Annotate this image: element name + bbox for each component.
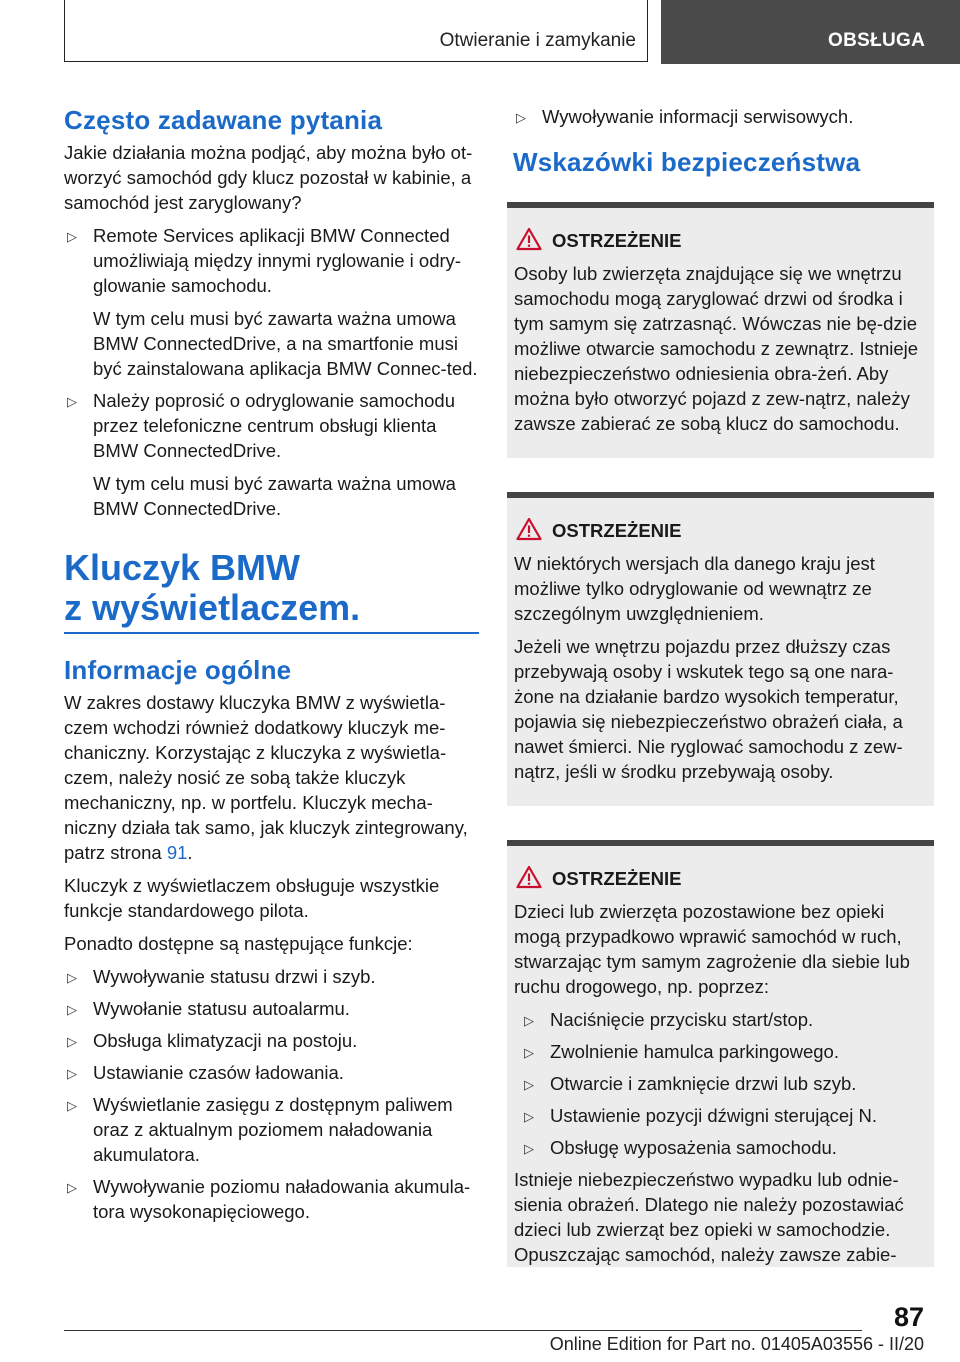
function-item <box>64 1060 479 1085</box>
function-item-text: Ustawianie czasów ładowania. <box>93 1062 344 1083</box>
page-reference-link[interactable]: 91 <box>166 842 188 863</box>
warning-triangle-icon <box>516 227 542 251</box>
general-info-paragraph <box>64 690 479 865</box>
warning-text: Osoby lub zwierzęta znajdujące się we wnętrzu samochodu mogą zaryglować drzwi od środka i tym samym się zatrzasnąć. Wówczas nie bę-dzie możliwe otwarcie samochodu z zewnątrz. Istnieje niebezpieczeństwo odniesienia obra-żeń. Aby można było otworzyć pojazd z zew-nątrz, należy zawsze zabierać ze sobą klucz do samochodu. <box>514 263 919 434</box>
key-functions-intro: Ponadto dostępne są następujące funkcje: <box>64 933 413 954</box>
triangle-bullet-icon: ▷ <box>67 1098 77 1113</box>
warning-list-item-text: Naciśnięcie przycisku start/stop. <box>550 1009 814 1030</box>
triangle-bullet-icon: ▷ <box>524 1141 534 1156</box>
chapter-title-line-2: z wyświetlaczem. <box>64 587 361 628</box>
warning-label: OSTRZEŻENIE <box>552 230 682 251</box>
warning-header <box>514 518 927 544</box>
warning-list <box>521 1007 927 1160</box>
key-functions-paragraph: Kluczyk z wyświetlaczem obsługuje wszystkie funkcje standardowego pilota. <box>64 875 440 921</box>
right-column <box>513 104 928 1267</box>
warning-list-item-text: Ustawienie pozycji dźwigni sterującej N. <box>550 1105 877 1126</box>
faq-item <box>64 388 479 521</box>
warning-list-item-text: Otwarcie i zamknięcie drzwi lub szyb. <box>550 1073 857 1094</box>
faq-item-note: W tym celu musi być zawarta ważna umowa BMW ConnectedDrive, a na smartfonie musi być zainstalowana aplikacja BMW Connec-ted. <box>93 308 478 379</box>
warning-box <box>507 840 934 1267</box>
general-info-text: W zakres dostawy kluczyka BMW z wyświetla-czem wchodzi również dodatkowy kluczyk me-chaniczny. Korzystając z kluczyka z wyświetla-czem, należy nosić ze sobą także kluczyk mechaniczny, np. w portfelu. Kluczyk mecha-niczny działa tak samo, jak kluczyk zintegrowany, patrz strona <box>64 692 468 863</box>
function-item <box>64 1092 479 1167</box>
general-info-heading: Informacje ogólne <box>64 655 292 685</box>
function-item-text: Obsługa klimatyzacji na postoju. <box>93 1030 358 1051</box>
triangle-bullet-icon: ▷ <box>524 1077 534 1092</box>
triangle-bullet-icon: ▷ <box>524 1045 534 1060</box>
warning-list-item-text: Obsługę wyposażenia samochodu. <box>550 1137 837 1158</box>
faq-item-note: W tym celu musi być zawarta ważna umowa BMW ConnectedDrive. <box>93 473 456 519</box>
warning-header <box>514 866 927 892</box>
page-number: 87 <box>893 1302 924 1332</box>
warning-text: Jeżeli we wnętrzu pojazdu przez dłuższy czas przebywają osoby i wskutek tego są one nara-żone na działanie bardzo wysokich temperatur, pojawia się niebezpieczeństwo obrażeń ciała, a nawet śmierci. Nie ryglować samochodu z zew-nątrz, jeśli w środku przebywają osoby. <box>514 636 903 782</box>
chapter-tab <box>661 0 960 64</box>
triangle-bullet-icon: ▷ <box>67 970 77 985</box>
warning-list-item <box>521 1039 927 1064</box>
function-item-text: Wyświetlanie zasięgu z dostępnym paliwem oraz z aktualnym poziomem naładowania akumulatora. <box>93 1094 453 1165</box>
warning-text: Istnieje niebezpieczeństwo wypadku lub odnie-sienia obrażeń. Dlatego nie należy pozostawiać dzieci lub zwierząt bez opieki w samochodzie. Opuszczając samochód, należy zawsze zabie- <box>514 1169 904 1265</box>
function-item-text: Wywoływanie statusu drzwi i szyb. <box>93 966 376 987</box>
triangle-bullet-icon: ▷ <box>516 110 526 125</box>
faq-item <box>64 223 479 381</box>
safety-heading: Wskazówki bezpieczeństwa <box>513 147 861 177</box>
warning-text: W niektórych wersjach dla danego kraju jest możliwe tylko odryglowanie od wewnątrz ze szczególnym uwzględnieniem. <box>514 553 875 624</box>
faq-list <box>64 223 479 521</box>
warning-label: OSTRZEŻENIE <box>552 520 682 541</box>
triangle-bullet-icon: ▷ <box>67 1002 77 1017</box>
function-item-text: Wywoływanie informacji serwisowych. <box>542 106 854 127</box>
triangle-bullet-icon: ▷ <box>67 1034 77 1049</box>
function-item-text: Wywoływanie poziomu naładowania akumula-tora wysokonapięciowego. <box>93 1176 471 1222</box>
chapter-title-rule <box>64 632 479 634</box>
triangle-bullet-icon: ▷ <box>67 229 77 244</box>
warning-box <box>507 492 934 806</box>
warning-triangle-icon <box>516 517 542 541</box>
warning-box <box>507 202 934 458</box>
chapter-tab-label: OBSŁUGA <box>828 30 926 51</box>
warning-list-item <box>521 1103 927 1128</box>
warning-text: Dzieci lub zwierzęta pozostawione bez opieki mogą przypadkowo wprawić samochód w ruch, stwarzając tym samym zagrożenie dla siebie lub ruchu drogowego, np. poprzez: <box>514 901 910 997</box>
footer-edition: Online Edition for Part no. 01405A03556 - II/20 <box>549 1334 924 1354</box>
warning-triangle-icon <box>516 865 542 889</box>
footer-rule <box>64 1330 862 1331</box>
chapter-title-line-1: Kluczyk BMW <box>64 547 301 588</box>
function-list-continued <box>513 104 928 129</box>
function-item <box>64 996 479 1021</box>
warning-header <box>514 228 927 254</box>
warning-list-item-text: Zwolnienie hamulca parkingowego. <box>550 1041 839 1062</box>
function-item <box>64 1028 479 1053</box>
warning-list-item <box>521 1007 927 1032</box>
function-item <box>64 964 479 989</box>
faq-item-text: Należy poprosić o odryglowanie samochodu przez telefoniczne centrum obsługi klienta BMW ConnectedDrive. <box>93 390 455 461</box>
faq-heading: Często zadawane pytania <box>64 105 383 135</box>
triangle-bullet-icon: ▷ <box>524 1109 534 1124</box>
function-item <box>64 1174 479 1224</box>
triangle-bullet-icon: ▷ <box>524 1013 534 1028</box>
faq-item-text: Remote Services aplikacji BMW Connected umożliwiają między innymi ryglowanie i odry-glowanie samochodu. <box>93 225 462 296</box>
section-title: Otwieranie i zamykanie <box>439 30 636 51</box>
triangle-bullet-icon: ▷ <box>67 394 77 409</box>
left-column <box>64 104 479 1231</box>
general-info-text-end: . <box>187 842 193 863</box>
triangle-bullet-icon: ▷ <box>67 1180 77 1195</box>
faq-question: Jakie działania można podjąć, aby można było ot-worzyć samochód gdy klucz pozostał w kabinie, a samochód jest zaryglowany? <box>64 142 473 213</box>
warning-label: OSTRZEŻENIE <box>552 868 682 889</box>
function-item-text: Wywołanie statusu autoalarmu. <box>93 998 350 1019</box>
warning-list-item <box>521 1071 927 1096</box>
warning-list-item <box>521 1135 927 1160</box>
function-list <box>64 964 479 1224</box>
function-item <box>513 104 928 129</box>
triangle-bullet-icon: ▷ <box>67 1066 77 1081</box>
